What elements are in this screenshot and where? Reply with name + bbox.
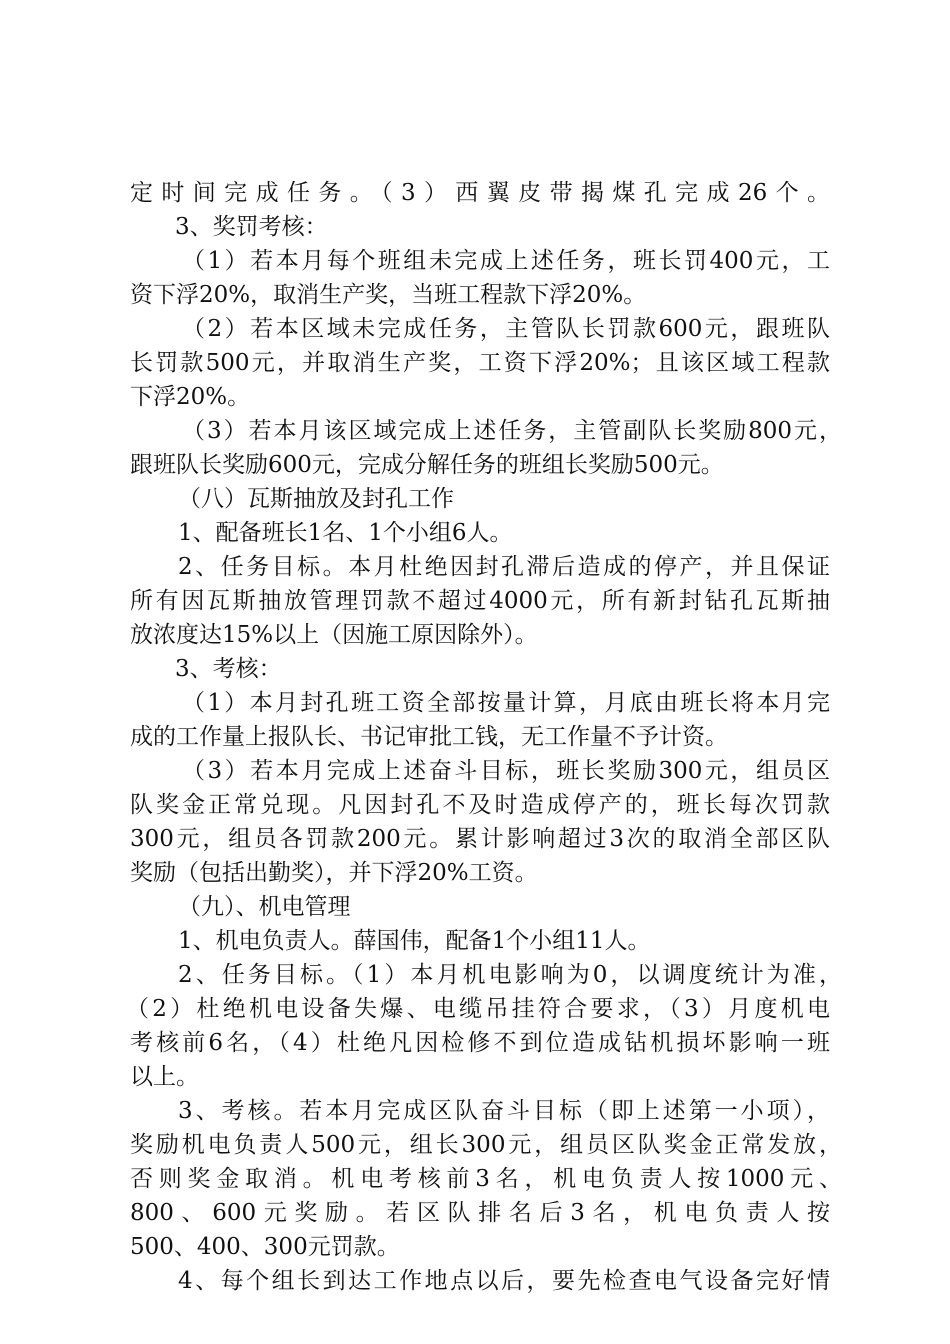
text-line: 长罚款500元，并取消生产奖，工资下浮20%；且该区域工程款 <box>130 350 830 376</box>
text-line: 3、考核。若本月完成区队奋斗目标（即上述第一小项）， <box>178 1098 830 1124</box>
text-line: 4、每个组长到达工作地点以后，要先检查电气设备完好情 <box>178 1268 830 1294</box>
text-line: 1、配备班长1名、1个小组6人。 <box>178 520 513 546</box>
text-line: 队奖金正常兑现。凡因封孔不及时造成停产的，班长每次罚款 <box>130 792 830 818</box>
text-line: 奖励（包括出勤奖），并下浮20%工资。 <box>130 860 538 886</box>
text-line: （2）杜绝机电设备失爆、电缆吊挂符合要求，（3）月度机电 <box>126 996 830 1022</box>
section-heading: （九）、机电管理 <box>178 894 351 920</box>
text-line: （1）若本月每个班组未完成上述任务，班长罚400元，工 <box>182 248 830 274</box>
text-line: 下浮20%。 <box>130 384 251 410</box>
text-line: 否则奖金取消。机电考核前3名，机电负责人按1000元、 <box>130 1166 842 1192</box>
text-line: （3）若本月完成上述奋斗目标，班长奖励300元，组员区 <box>182 758 830 784</box>
text-line: 3、奖罚考核： <box>175 214 328 240</box>
text-line: 300元，组员各罚款200元。累计影响超过3次的取消全部区队 <box>130 826 830 852</box>
section-heading: （八）瓦斯抽放及封孔工作 <box>178 486 454 512</box>
text-line: 800、600元奖励。若区队排名后3名，机电负责人按 <box>130 1200 830 1226</box>
text-line: 1、机电负责人。薛国伟，配备1个小组11人。 <box>178 928 651 954</box>
text-line: 所有因瓦斯抽放管理罚款不超过4000元，所有新封钻孔瓦斯抽 <box>130 588 830 614</box>
text-line: （2）若本区域未完成任务，主管队长罚款600元，跟班队 <box>182 316 830 342</box>
text-line: 放浓度达15%以上（因施工原因除外）。 <box>130 622 538 648</box>
text-line: 奖励机电负责人500元，组长300元，组员区队奖金正常发放， <box>130 1132 842 1158</box>
text-line: 2、任务目标。（1）本月机电影响为0，以调度统计为准， <box>178 962 842 988</box>
text-line: 考核前6名，（4）杜绝凡因检修不到位造成钻机损坏影响一班 <box>130 1030 830 1056</box>
text-line: 2、任务目标。本月杜绝因封孔滞后造成的停产，并且保证 <box>178 554 830 580</box>
text-line: 成的工作量上报队长、书记审批工钱，无工作量不予计资。 <box>130 724 728 750</box>
text-line: 定时间完成任务。（3）西翼皮带揭煤孔完成26个。 <box>130 180 830 206</box>
text-line: 3、考核： <box>175 656 282 682</box>
text-line: （1）本月封孔班工资全部按量计算，月底由班长将本月完 <box>182 690 830 716</box>
text-line: （3）若本月该区域完成上述任务，主管副队长奖励800元， <box>182 418 842 444</box>
text-line: 以上。 <box>130 1064 199 1090</box>
text-line: 500、400、300元罚款。 <box>130 1234 400 1260</box>
text-line: 资下浮20%，取消生产奖，当班工程款下浮20%。 <box>130 282 647 308</box>
text-line: 跟班队长奖励600元，完成分解任务的班组长奖励500元。 <box>130 452 724 478</box>
